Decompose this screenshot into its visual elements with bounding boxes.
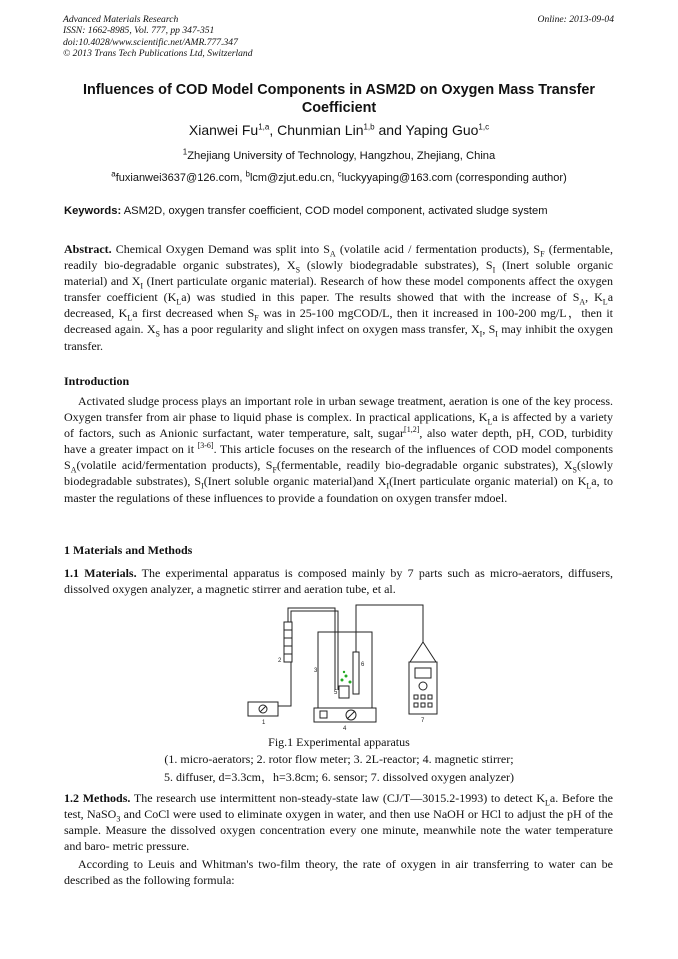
figure-caption: Fig.1 Experimental apparatus	[268, 735, 410, 749]
figure-label-3: 3	[314, 668, 318, 674]
introduction-paragraph: Activated sludge process plays an important role in urban sewage treatment, aeration is one of the key process. Oxygen transfer from air phase to liquid phase is complex. In practical applications, $K_La$ is affected by a variety of factors, such as Anionic surfactant, water temperature, salt, sugar[1,2], also water depth, pH, COD, turbidity have a greater impact on it [3-6]. This article focuses on the research of the influences of COD model components $S_A(volatile$ acid/fermentation products), $S_F(fermentable$, readily bio-degradable organic substrates), $X_S(slowly$ biodegradable substrates), $S_I(Inert$ soluble organic material)and $X_I(Inert$ particulate organic material) on $K_La$, to master the regulations of these influences to provide a foundation on oxygen transfer mdoel.	[64, 394, 614, 505]
author-name: Chunmian Lin	[277, 122, 364, 138]
journal-doi: doi:10.4028/www.scientific.net/AMR.777.347	[63, 36, 238, 48]
email-link[interactable]: fuxianwei3637@126.com,	[115, 172, 246, 184]
figure-label-4: 4	[343, 726, 347, 732]
author-list: Xianwei Fu$^{1,a}$, Chunmian Lin$^{1,b}$ and Yaping Guo$^{1,c}$	[188, 122, 490, 138]
author-name: Yaping Guo	[405, 122, 479, 138]
citation: [3-6]	[197, 441, 214, 451]
reactor	[318, 632, 372, 708]
author-sup: 1,a	[258, 122, 270, 132]
analyzer-handle	[410, 642, 436, 662]
figure-label-2: 2	[278, 658, 282, 664]
figure-label-1: 1	[262, 720, 266, 726]
figure-legend-line-2: 5. diffuser, d=3.3cm，h=3.8cm; 6. sensor; 7. dissolved oxygen analyzer)	[163, 770, 515, 784]
keywords-label: Keywords:	[64, 205, 122, 217]
journal-name: Advanced Materials Research	[63, 14, 179, 25]
abstract: Abstract. Chemical Oxygen Demand was split into $S_A$ (volatile acid / fermentation products), $S_F$ (fermentable, readily bio-degradable organic substrates), $X_S$ (slowly biodegradable substrates), $S_I$ (Inert soluble organic material) and $X_I$ (Inert particulate organic material). Research of how these model components affect the oxygen transfer coefficient $(K_La)$ was studied in this paper. The results showed that with the increase of $S_A$, $K_La$ decreased, $K_La$ first decreased when $S_F$ was in 25-100 mgCOD/L, then it increased in 100-200 mg/L，then it decreased again. $X_S$ has a poor regularity and slight infect on oxygen mass transfer, $X_I$, $S_I$ may inhibit the oxygen transfer.	[64, 242, 614, 353]
journal-header	[63, 14, 253, 60]
author-sup: 1,c	[478, 122, 490, 132]
affiliation: $^1$Zhejiang University of Technology, Hangzhou, Zhejiang, China	[182, 147, 496, 162]
author-sup: 1,b	[363, 122, 375, 132]
methods-paragraph: 1.2 Methods. The research use intermittent non-steady-state law (CJ/T—3015.2-1993) to detect $K_La$. Before the test, NaSO$_3$ and CoCl were used to eliminate oxygen in water, and then use NaOH or HCl to adjust the pH of the sample. Measure the dissolved oxygen concentration every one minute, meanwhile note the water temperature and baro- metric pressure.	[64, 791, 614, 854]
subsection-label: 1.2 Methods.	[64, 791, 131, 805]
apparatus-figure	[238, 600, 448, 732]
materials-paragraph: 1.1 Materials. The experimental apparatus is composed mainly by 7 parts such as micro-aerators, diffusers, dissolved oxygen analyzer, a magnetic stirrer and aeration tube, et al.	[64, 566, 614, 597]
keywords: Keywords: ASM2D, oxygen transfer coefficient, COD model component, activated sludge system	[64, 205, 548, 217]
citation: [1,2]	[404, 425, 420, 435]
email-link[interactable]: luckyyaping@163.com (corresponding author)	[341, 172, 567, 184]
figure-label-7: 7	[421, 718, 425, 724]
journal-issn: ISSN: 1662-8985, Vol. 777, pp 347-351	[63, 25, 215, 37]
author-name: Xianwei Fu	[188, 122, 259, 138]
magnetic-stirrer	[314, 708, 376, 722]
email-link[interactable]: lcm@zjut.edu.cn,	[249, 172, 338, 184]
formula-intro-paragraph: According to Leuis and Whitman's two-film theory, the rate of oxygen in air transferring to water can be described as the following formula:	[64, 857, 613, 888]
bubbles	[341, 671, 352, 684]
figure-label-6: 6	[361, 662, 365, 668]
diffuser	[339, 686, 349, 698]
figure-label-5: 5	[334, 690, 338, 696]
online-date: Online: 2013-09-04	[537, 14, 614, 25]
sensor	[353, 652, 359, 694]
section-heading-methods: 1 Materials and Methods	[64, 543, 193, 557]
dissolved-oxygen-analyzer	[409, 662, 437, 714]
abstract-label: Abstract.	[64, 242, 112, 256]
subsection-label: 1.1 Materials.	[64, 566, 137, 580]
journal-copyright: © 2013 Trans Tech Publications Ltd, Switzerland	[63, 48, 253, 60]
figure-legend-line-1: (1. micro-aerators; 2. rotor flow meter; 3. 2L-reactor; 4. magnetic stirrer;	[164, 752, 514, 766]
section-heading-introduction: Introduction	[64, 374, 130, 388]
paper-title: Influences of COD Model Components in ASM2D on Oxygen Mass Transfer Coefficient	[82, 82, 595, 116]
rotor-flow-meter	[284, 622, 292, 662]
author-emails: $^a$fuxianwei3637@126.com, $^b$lcm@zjut.edu.cn, $^c$luckyyaping@163.com (corresponding author)	[111, 169, 567, 184]
